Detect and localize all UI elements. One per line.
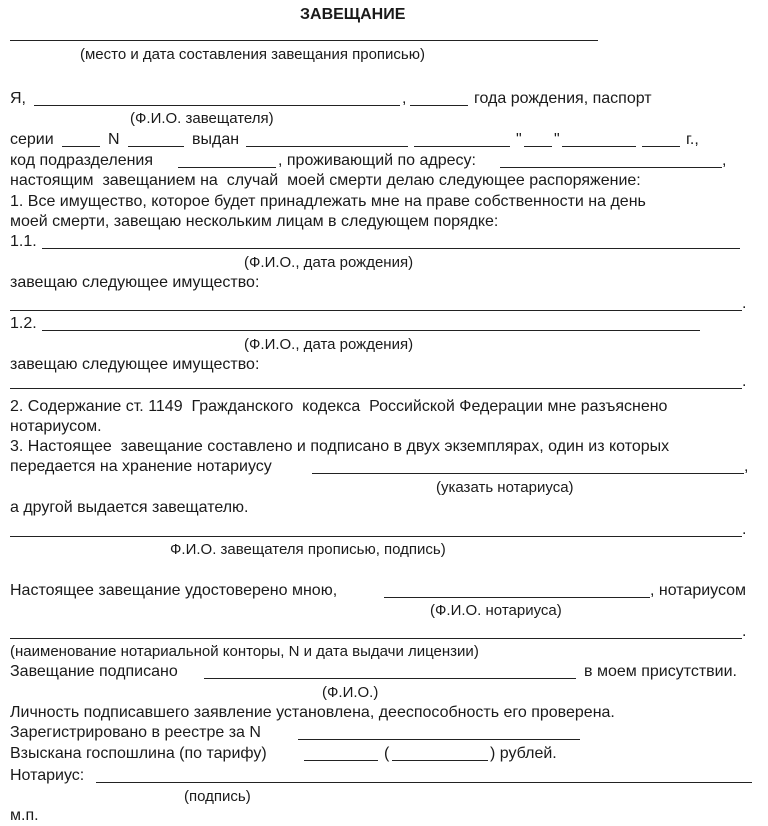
document-title: ЗАВЕЩАНИЕ	[300, 6, 406, 23]
comma: ,	[402, 90, 407, 107]
series-line[interactable]	[62, 146, 100, 147]
rubles-label: ) рублей.	[490, 745, 557, 762]
heir1-bequeath: завещаю следующее имущество:	[10, 274, 260, 291]
signature-caption: Ф.И.О. завещателя прописью, подпись)	[170, 541, 446, 558]
certified-text: Настоящее завещание удостоверено мною,	[10, 582, 338, 599]
issue-month-line[interactable]	[562, 146, 636, 147]
testator-fio-line[interactable]	[34, 105, 400, 106]
heir1-dot: .	[742, 295, 747, 312]
registered-label: Зарегистрировано в реестре за N	[10, 724, 261, 741]
testator-fio-caption: (Ф.И.О. завещателя)	[130, 110, 274, 127]
stamp-label: м.п.	[10, 807, 39, 824]
subdivision-label: код подразделения	[10, 152, 154, 169]
place-date-caption: (место и дата составления завещания прописью)	[80, 46, 425, 63]
signed-label: Завещание подписано	[10, 663, 178, 680]
office-dot: .	[742, 623, 747, 640]
other-copy-text: а другой выдается завещателю.	[10, 499, 249, 516]
issue-year-line[interactable]	[642, 146, 680, 147]
presence-label: в моем присутствии.	[584, 663, 737, 680]
fee-amount-line[interactable]	[304, 760, 378, 761]
residing-label: , проживающий по адресу:	[278, 152, 476, 169]
fee-words-line[interactable]	[392, 760, 488, 761]
heir1-number: 1.1.	[10, 233, 37, 250]
ya-label: Я,	[10, 90, 26, 107]
signer-fio-line[interactable]	[204, 678, 576, 679]
heir2-number: 1.2.	[10, 315, 37, 332]
paren-open: (	[384, 745, 390, 762]
birth-passport-label: года рождения, паспорт	[474, 90, 652, 107]
notary-signature-line[interactable]	[96, 782, 752, 783]
signer-fio-caption: (Ф.И.О.)	[322, 684, 379, 701]
series-label: серии	[10, 131, 54, 148]
heir1-fio-line[interactable]	[42, 248, 740, 249]
issued-by-line[interactable]	[246, 146, 408, 147]
clause2-line2: нотариусом.	[10, 418, 102, 435]
notary-caption: (указать нотариуса)	[436, 479, 574, 496]
notary-office-line[interactable]	[10, 638, 742, 639]
heir2-property-line[interactable]	[10, 388, 742, 389]
clause3-comma: ,	[744, 458, 749, 475]
end-comma: ,	[722, 152, 727, 169]
fee-label: Взыскана госпошлина (по тарифу)	[10, 745, 267, 762]
clause3-line1: 3. Настоящее завещание составлено и подписано в двух экземплярах, один из которых	[10, 438, 670, 455]
issue-day-line[interactable]	[524, 146, 552, 147]
notary-word: , нотариусом	[650, 582, 747, 599]
notary-sign-caption: (подпись)	[184, 788, 251, 805]
heir2-caption: (Ф.И.О., дата рождения)	[244, 336, 414, 353]
notary-label: Нотариус:	[10, 767, 85, 784]
subdivision-code-line[interactable]	[178, 167, 276, 168]
quote-open: "	[516, 131, 522, 148]
registry-number-line[interactable]	[298, 739, 580, 740]
year-suffix: г.,	[686, 131, 699, 148]
notary-name-line[interactable]	[312, 473, 744, 474]
clause3-line2: передается на хранение нотариусу	[10, 458, 272, 475]
clause1-line2: моей смерти, завещаю нескольким лицам в следующем порядке:	[10, 213, 499, 230]
quote-close: "	[554, 131, 560, 148]
certifying-notary-line[interactable]	[384, 597, 650, 598]
address-line[interactable]	[500, 167, 722, 168]
place-date-line[interactable]	[10, 40, 598, 41]
clause1-line1: 1. Все имущество, которое будет принадлежать мне на праве собственности на день	[10, 193, 646, 210]
testator-signature-line[interactable]	[10, 536, 742, 537]
heir1-property-line[interactable]	[10, 310, 742, 311]
signature-dot: .	[742, 521, 747, 538]
heir2-dot: .	[742, 373, 747, 390]
office-caption: (наименование нотариальной конторы, N и дата выдачи лицензии)	[10, 643, 479, 660]
issued-label: выдан	[192, 131, 240, 148]
heir2-bequeath: завещаю следующее имущество:	[10, 356, 260, 373]
clause2-line1: 2. Содержание ст. 1149 Гражданского кодекса Российской Федерации мне разъяснено	[10, 398, 668, 415]
certifying-notary-caption: (Ф.И.О. нотариуса)	[430, 602, 562, 619]
number-label: N	[108, 131, 120, 148]
intro-text: настоящим завещанием на случай моей смерти делаю следующее распоряжение:	[10, 172, 641, 189]
passport-number-line[interactable]	[128, 146, 184, 147]
identity-text: Личность подписавшего заявление установлена, дееспособность его проверена.	[10, 704, 615, 721]
birth-year-line[interactable]	[410, 105, 468, 106]
heir2-fio-line[interactable]	[42, 330, 700, 331]
issued-by-line-2[interactable]	[414, 146, 510, 147]
heir1-caption: (Ф.И.О., дата рождения)	[244, 254, 414, 271]
